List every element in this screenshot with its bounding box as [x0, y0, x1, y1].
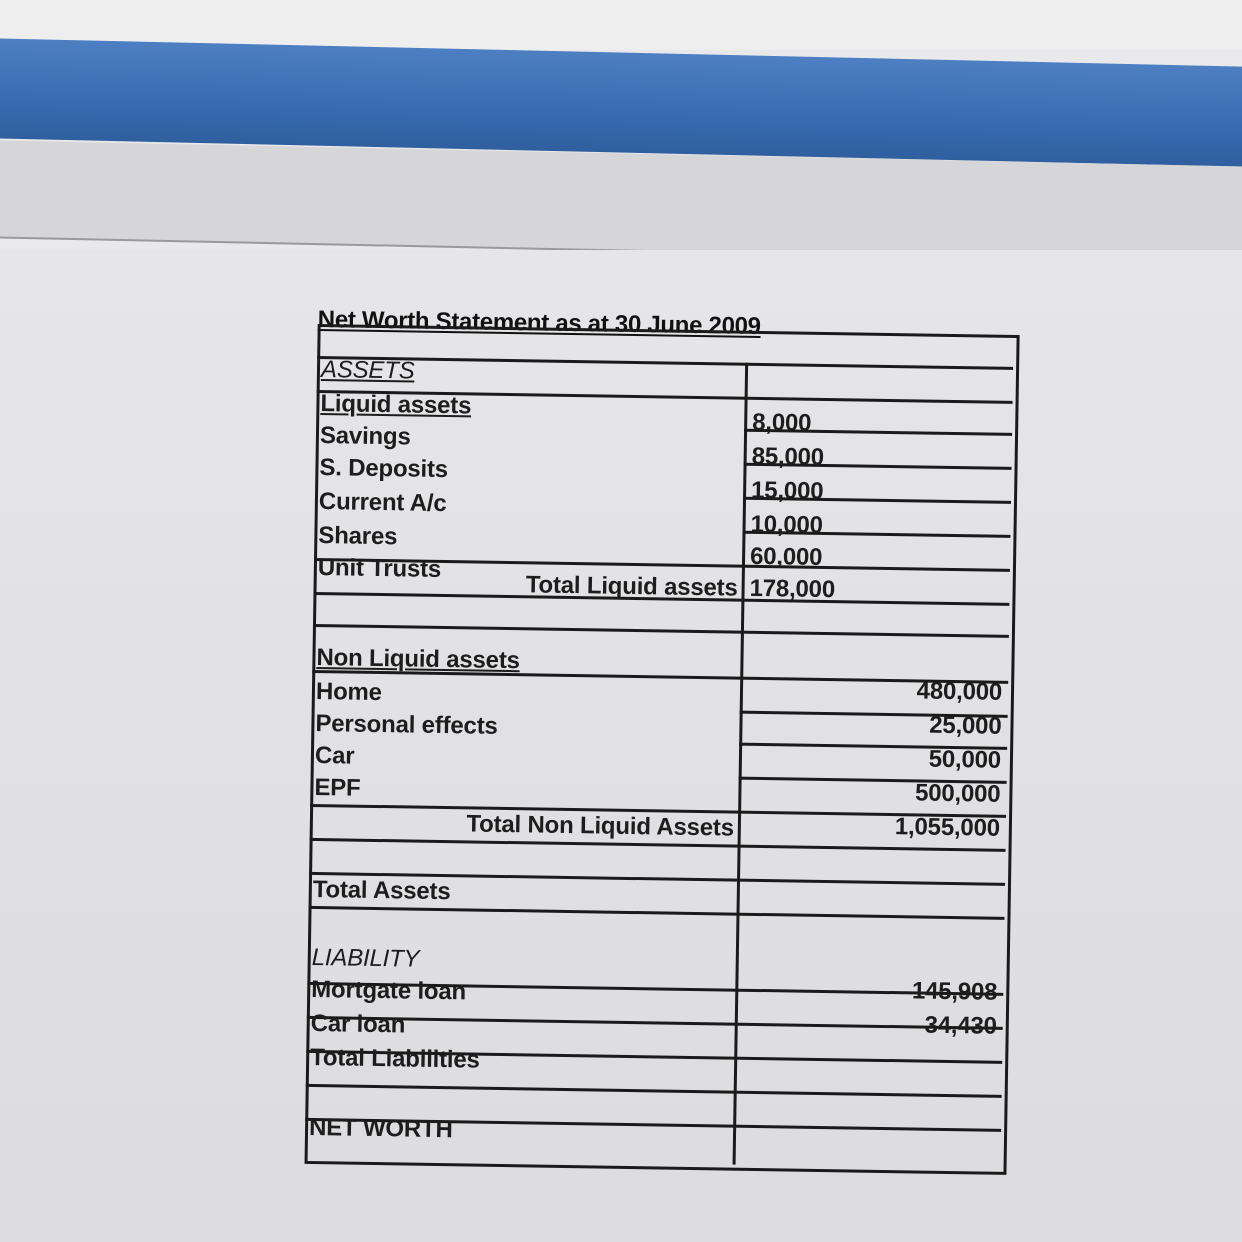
liquid-item-label: Shares	[318, 522, 398, 551]
non-liquid-item-value: 500,000	[914, 779, 1001, 808]
liquid-item-value: 10,000	[750, 510, 824, 539]
liquid-item-label: S. Deposits	[319, 454, 449, 484]
non-liquid-item-value: 50,000	[928, 745, 1002, 774]
non-liquid-item-value: 25,000	[929, 711, 1002, 740]
liability-item-value: 34,430	[924, 1011, 997, 1040]
total-non-liquid-assets-label: Total Non Liquid Assets	[466, 810, 735, 842]
liquid-item-label: Unit Trusts	[317, 554, 442, 583]
non-liquid-item-value: 480,000	[916, 677, 1003, 706]
total-liquid-assets-label: Total Liquid assets	[525, 571, 738, 602]
total-liabilities-label: Total Liabilities	[309, 1043, 480, 1074]
assets-header: ASSETS	[320, 356, 415, 385]
non-liquid-item-label: Home	[315, 678, 383, 707]
liquid-assets-header: Liquid assets	[320, 390, 472, 420]
non-liquid-item-label: EPF	[314, 774, 361, 802]
liquid-item-label: Savings	[319, 422, 411, 451]
non-liquid-item-label: Personal effects	[315, 710, 498, 740]
statement-title: Net Worth Statement as at 30 June 2009	[317, 306, 761, 340]
total-non-liquid-assets-value: 1,055,000	[894, 813, 1001, 842]
liquid-item-label: Current A/c	[318, 488, 447, 518]
total-liquid-assets-value: 178,000	[749, 574, 836, 604]
liquid-item-value: 60,000	[749, 542, 823, 571]
liquid-item-value: 15,000	[750, 476, 824, 505]
liability-item-label: Mortgate loan	[311, 975, 467, 1006]
liquid-item-value: 85,000	[751, 442, 825, 471]
liability-header: LIABILITY	[311, 943, 420, 973]
net-worth-label: NET WORTH	[308, 1113, 453, 1144]
liquid-item-value: 8,000	[752, 408, 812, 437]
total-assets-label: Total Assets	[312, 875, 451, 906]
spreadsheet	[304, 306, 1037, 1177]
liability-item-value: 145,908	[911, 977, 998, 1006]
liability-item-label: Car loan	[310, 1009, 406, 1039]
non-liquid-assets-header: Non Liquid assets	[316, 644, 520, 675]
non-liquid-item-label: Car	[314, 742, 355, 770]
